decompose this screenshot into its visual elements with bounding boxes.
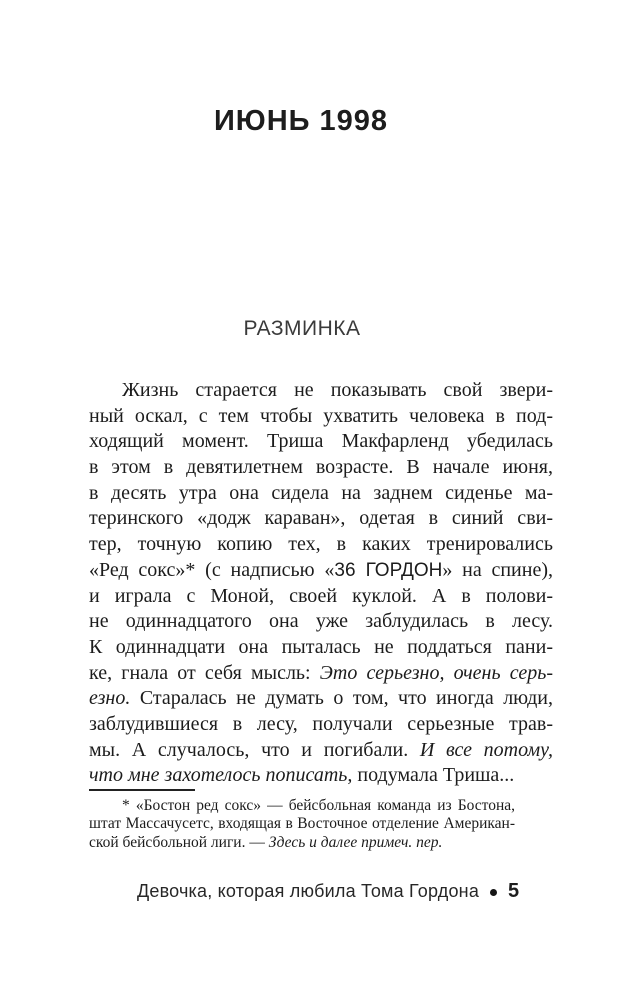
italic-text-run: Это серьезно, очень серь- [319, 661, 553, 684]
text-run: тер, точную копию тех, в каких тренировались [89, 533, 553, 556]
footnote-line [89, 815, 515, 833]
footnote [89, 797, 515, 852]
footnote-divider [89, 789, 195, 791]
body-text-line [89, 738, 553, 764]
section-title: РАЗМИНКА [243, 317, 361, 340]
text-run: и играла с Моной, своей куклой. А в полови- [89, 584, 553, 607]
text-run: теринского «додж караван», одетая в синий сви- [89, 507, 553, 530]
body-text-line [89, 609, 553, 635]
body-text-line [89, 532, 553, 558]
sans-text-run: 36 ГОРДОН [334, 559, 443, 581]
footnote-line [89, 797, 515, 815]
text-run: подумала Триша... [352, 764, 515, 787]
text-run: мы. А случалось, что и погибали. [89, 738, 420, 761]
italic-text-run: что мне захотелось пописать, [89, 764, 353, 787]
body-text-line [89, 506, 553, 532]
italic-text-run: Здесь и далее примеч. пер. [268, 833, 443, 851]
body-text-line [89, 635, 553, 661]
chapter-title: ИЮНЬ 1998 [213, 105, 389, 137]
body-text-line [89, 686, 553, 712]
body-text-line [89, 404, 553, 430]
body-text-line [89, 558, 553, 584]
body-paragraph [89, 378, 553, 789]
body-text-line [89, 481, 553, 507]
text-run: заблудившиеся в лесу, получали серьезные трав- [89, 712, 553, 735]
text-run: ке, гнала от себя мысль: [89, 661, 320, 684]
text-run: «Ред сокс»* (с надписью « [89, 558, 335, 581]
text-run: Жизнь старается не показывать свой звери- [122, 379, 553, 401]
body-text-line [89, 661, 553, 687]
text-run: ходящий момент. Триша Макфарленд убедилась [89, 430, 553, 453]
page-number: 5 [508, 880, 520, 902]
running-book-title: Девочка, которая любила Тома Гордона [137, 881, 480, 901]
body-text-line [89, 763, 553, 789]
text-run: в десять утра она сидела на заднем сиденье ма- [89, 481, 553, 504]
text-run: ный оскал, с тем чтобы ухватить человека в под- [89, 404, 553, 427]
text-run: штат Массачусетс, входящая в Восточное отделение Американ- [89, 815, 515, 833]
footnote-line [89, 834, 515, 852]
text-run: * «Бостон ред сокс» — бейсбольная команда из Бостона, [122, 797, 515, 814]
body-text-line [89, 584, 553, 610]
body-text-line [89, 429, 553, 455]
body-text-line [89, 378, 553, 404]
text-run: не одиннадцатого она уже заблудилась в лесу. [89, 610, 553, 633]
body-text-line [89, 455, 553, 481]
body-text-line [89, 712, 553, 738]
italic-text-run: езно. [89, 687, 131, 710]
italic-text-run: И все потому, [419, 738, 553, 761]
text-run: ской бейсбольной лиги. — [89, 833, 269, 851]
text-run: К одиннадцати она пыталась не поддаться пани- [89, 635, 553, 658]
text-run: » на спине), [442, 558, 554, 581]
bullet-icon [490, 889, 497, 896]
text-run: Старалась не думать о том, что иногда люди, [130, 687, 553, 710]
text-run: в этом в девятилетнем возрасте. В начале июня, [89, 456, 553, 479]
page-footer [137, 881, 519, 901]
